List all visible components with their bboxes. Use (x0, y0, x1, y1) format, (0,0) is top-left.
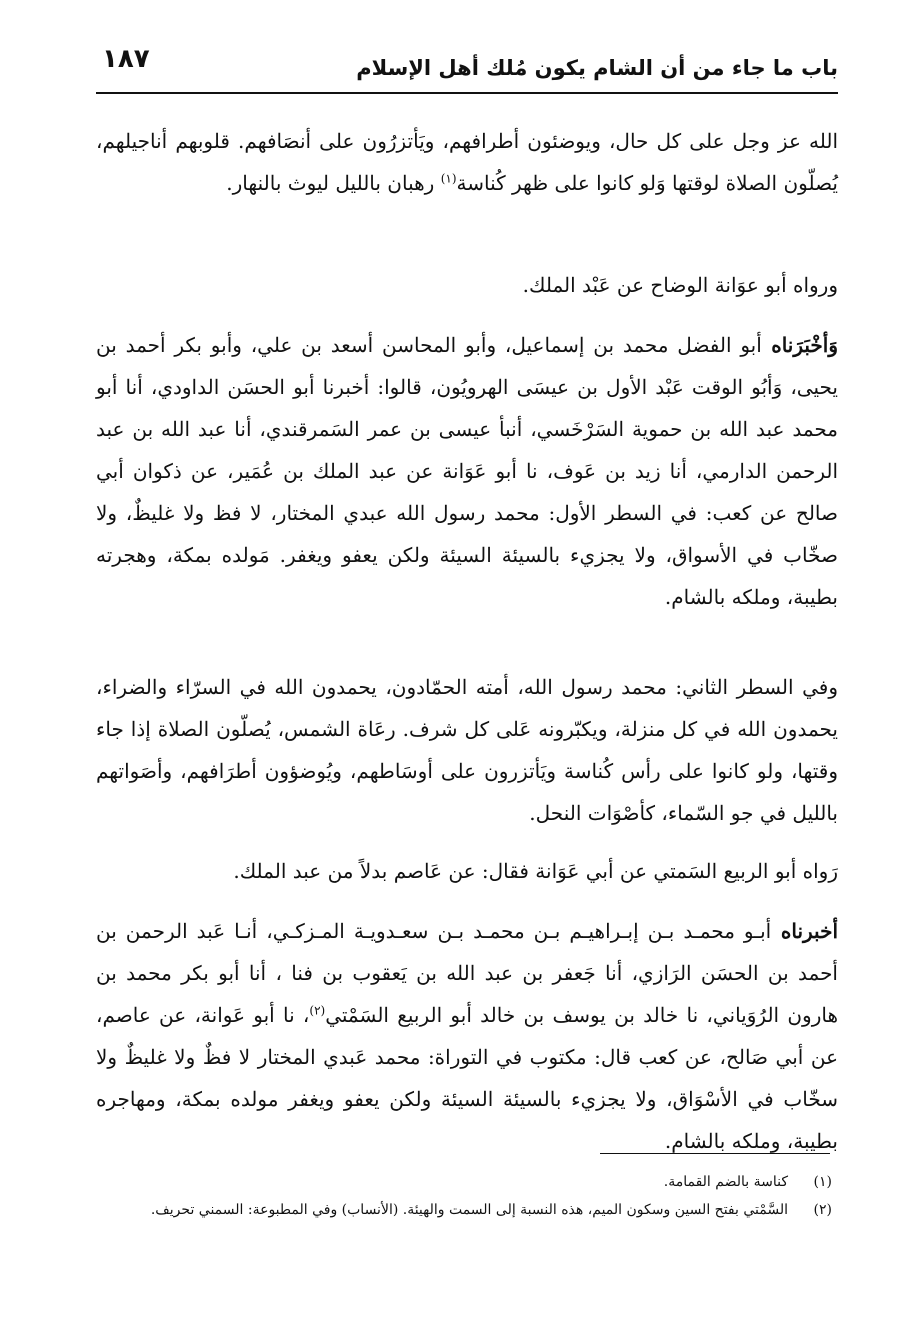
main-text (96, 120, 838, 1162)
header-divider (96, 92, 838, 94)
paragraph-text: رَواه أبو الربيع السَمتي عن أبي عَوَانة فقال: عن عَاصم بدلاً من عبد الملك. (233, 859, 838, 883)
footnote-marker: (١) (440, 171, 457, 186)
paragraph-lead: أخبرناه (771, 919, 839, 943)
paragraph-text: أبو الفضل محمد بن إسماعيل، وأبو المحاسن أسعد بن علي، وأبو بكر أحمد بن يحيى، وَأبُو الوقت عَبْد الأول بن عيسَى الهرويُون، قالوا: أخبرنا أبو الحسَن الداودي، أنا أبو محمد عبد الله بن حموية السَرْخَسي، أنبأ عيسى بن عمر السَمرقندي، أنا عبد الله بن عبد الرحمن الدارمي، أنا زيد بن عَوف، نا أبو عَوَانة عن عبد الملك بن عُمَير، عن ذكوان أبي صالح عن كعب: في السطر الأول: محمد رسول الله عبدي المختار، لا فظ ولا غليظٌ، ولا صخّاب في الأسواق، ولا يجزيء بالسيئة السيئة ولكن يعفو ويغفر. مَولده بمكة، وهجرته بطيبة، وملكه بالشام. (96, 333, 838, 609)
page-number: ١٨٧ (102, 44, 150, 74)
paragraph (96, 264, 838, 310)
footnote-number: (١) (813, 1174, 832, 1190)
footnotes (80, 1168, 832, 1224)
paragraph-text: وفي السطر الثاني: محمد رسول الله، أمته الحمّادون، يحمدون الله في السرّاء والضراء، يحمدون الله في كل منزلة، ويكبّرونه عَلى كل شرف. رعَاة الشمس، يُصلّون الصلاة إذا جاء وقتها، ولو كانوا على رأس كُناسة ويَأتزرون على أوسَاطهم، ويُوضؤون أطرَافهم، وأصَواتهم بالليل في جو السّماء، كأصْوَات النحل. (96, 675, 838, 825)
footnote (80, 1168, 832, 1196)
paragraph (96, 850, 838, 896)
paragraph-text: ورواه أبو عوَانة الوضاح عن عَبْد الملك. (522, 273, 838, 297)
paragraph (96, 120, 838, 252)
paragraph (96, 324, 838, 654)
paragraph-text: ، نا أبو عَوانة، عن عاصم، عن أبي صَالح، عن كعب قال: مكتوب في التوراة: محمد عَبدي المختار لا فظٌ ولا غليظٌ ولا سخّاب في الأسْوَاق، ولا يجزيء بالسيئة السيئة ولكن يعفو ويغفر مولده بمكة، ومهاجره بطيبة، وملكه بالشام. (96, 1003, 838, 1153)
paragraph-text: رهبان بالليل ليوث بالنهار. (226, 171, 441, 195)
footnote-marker: (٢) (309, 1003, 326, 1018)
page-header (96, 40, 838, 90)
paragraph (96, 666, 838, 838)
paragraph-lead: وَأخْبَرَناه (761, 333, 838, 357)
paragraph-text: الله عز وجل على كل حال، ويوضئون أطرافهم، ويَأتزرُون على أنصَافهم. قلوبهم أناجيلهم، يُصلّون الصلاة لوقتها وَلو كانوا على ظهر كُناسة (96, 129, 838, 195)
footnote-number: (٢) (813, 1202, 832, 1218)
footnote-text: كناسة بالضم القمامة. (663, 1174, 788, 1190)
footnote (80, 1196, 832, 1224)
footnote-divider (600, 1153, 830, 1154)
footnote-text: السَّمْتي بفتح السين وسكون الميم، هذه النسبة إلى السمت والهيئة. (الأنساب) وفي المطبوعة: السمني تحريف. (150, 1202, 788, 1218)
running-title: باب ما جاء من أن الشام يكون مُلك أهل الإسلام (356, 56, 838, 80)
paragraph-text: أبـو محمـد بـن إبـراهيـم بـن محمـد بـن سعـدويـة المـزكـي، أنـا عَبد الرحمن بن أحمد بن الحسَن الرَازي، أنا جَعفر بن عبد الله بن يَعقوب بن فنا ، أنا أبو بكر محمد بن هارون الرُوَياني، نا خالد بن يوسف بن خالد أبو الربيع السَمْتي (96, 919, 838, 1027)
paragraph (96, 910, 838, 1162)
